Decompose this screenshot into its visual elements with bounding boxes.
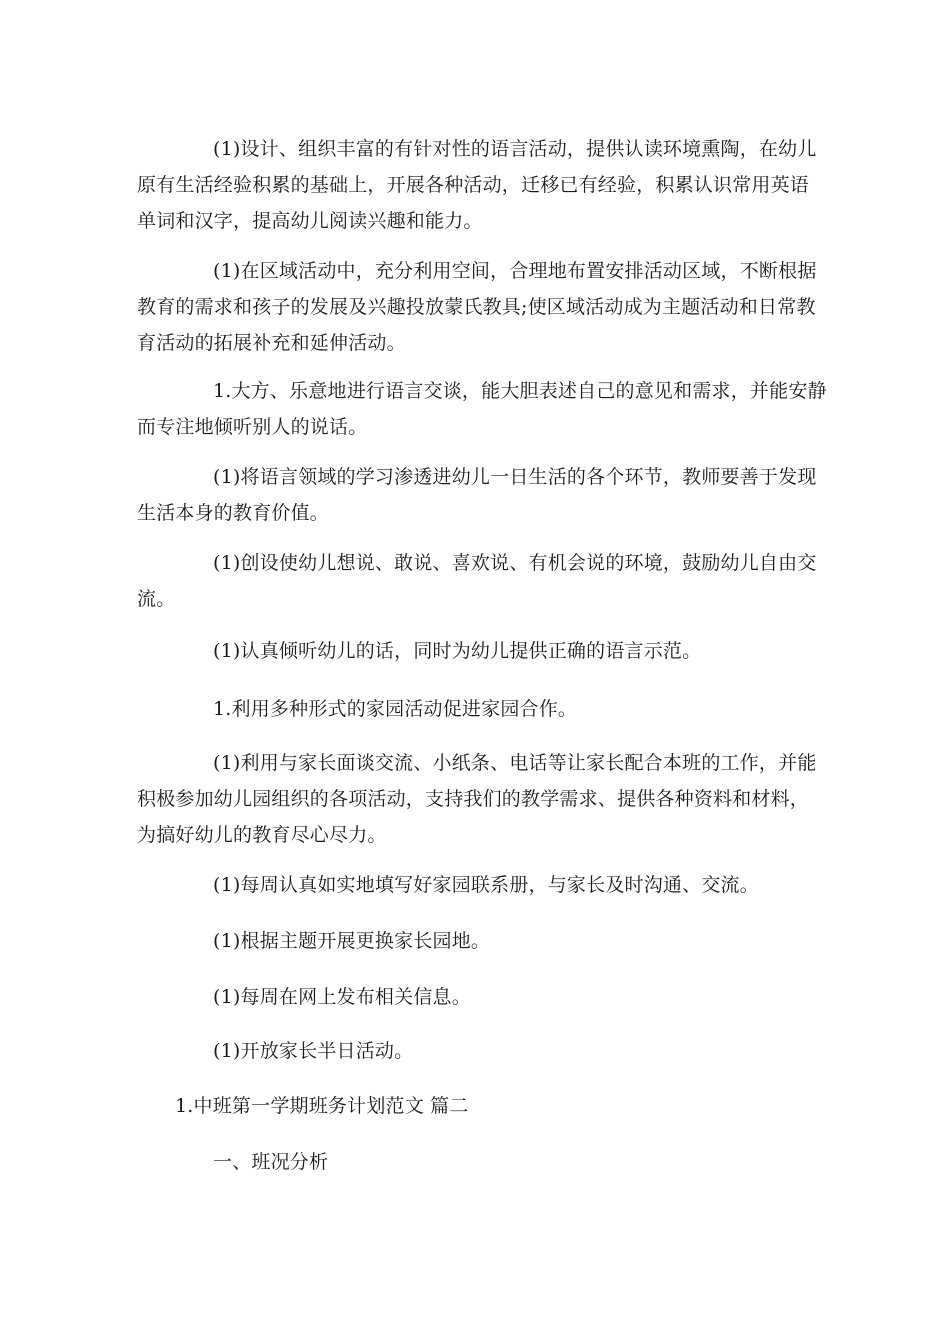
paragraph-speaking-environment: (1)创设使幼儿想说、敢说、喜欢说、有机会说的环境，鼓励幼儿自由交流。 — [137, 552, 817, 610]
paragraph-goal-speaking: 1.大方、乐意地进行语言交谈，能大胆表述自己的意见和需求，并能安静而专注地倾听别人的说话。 — [137, 380, 827, 438]
paragraph-listening-example: (1)认真倾听幼儿的话，同时为幼儿提供正确的语言示范。 — [213, 640, 702, 662]
subsection-title: 一、班况分析 — [213, 1151, 329, 1173]
paragraph-language-activities: (1)设计、组织丰富的有针对性的语言活动，提供认读环境熏陶，在幼儿原有生活经验积累的基础上，开展各种活动，迁移已有经验，积累认识常用英语单词和汉字，提高幼儿阅读兴趣和能力。 — [137, 138, 817, 232]
paragraph-parent-communication: (1)利用与家长面谈交流、小纸条、电话等让家长配合本班的工作，并能积极参加幼儿园组织的各项活动，支持我们的教学需求、提供各种资料和材料，为搞好幼儿的教育尽心尽力。 — [137, 752, 817, 846]
paragraph-contact-book: (1)每周认真如实地填写好家园联系册，与家长及时沟通、交流。 — [213, 874, 759, 896]
paragraph-online-info: (1)每周在网上发布相关信息。 — [213, 986, 471, 1008]
paragraph-goal-home-school: 1.利用多种形式的家园活动促进家园合作。 — [213, 698, 578, 720]
paragraph-parent-board: (1)根据主题开展更换家长园地。 — [213, 930, 491, 952]
paragraph-daily-life-learning: (1)将语言领域的学习渗透进幼儿一日生活的各个环节，教师要善于发现生活本身的教育价值。 — [137, 466, 817, 524]
paragraph-area-activities: (1)在区域活动中，充分利用空间，合理地布置安排活动区域，不断根据教育的需求和孩子的发展及兴趣投放蒙氏教具;使区域活动成为主题活动和日常教育活动的拓展补充和延伸活动。 — [137, 260, 817, 354]
paragraph-open-day: (1)开放家长半日活动。 — [213, 1040, 414, 1062]
section-title: 1.中班第一学期班务计划范文 篇二 — [175, 1095, 469, 1117]
